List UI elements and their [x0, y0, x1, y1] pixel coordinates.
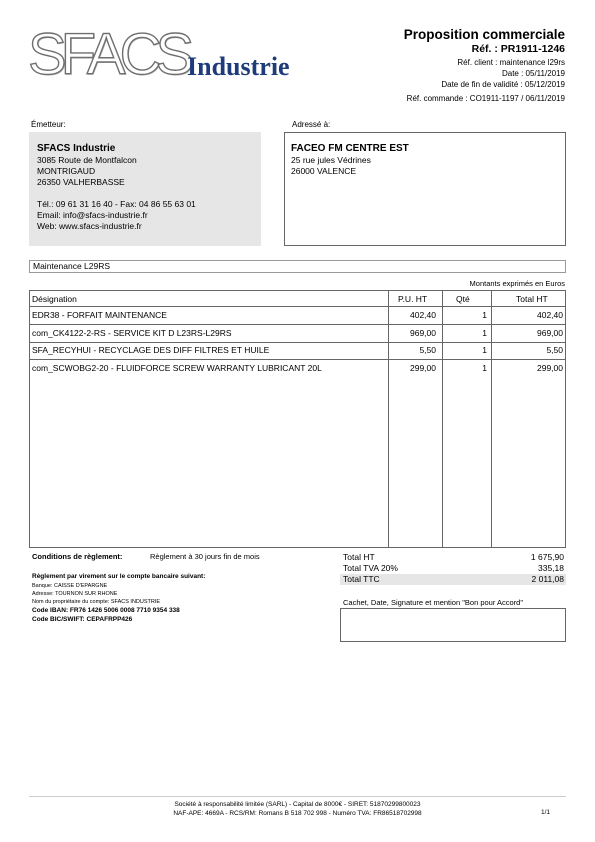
item-designation: com_SCWOBG2-20 - FLUIDFORCE SCREW WARRANTY LUBRICANT 20L: [32, 363, 322, 373]
page-number: 1/1: [540, 809, 550, 816]
document-reference: Réf. : PR1911-1246: [471, 43, 565, 55]
total-value: 335,18: [538, 563, 564, 573]
validity-date: Date de fin de validité : 05/12/2019: [441, 80, 565, 89]
row-divider: [30, 359, 565, 360]
item-designation: com_CK4122-2-RS - SERVICE KIT D L23RS-L29RS: [32, 328, 232, 338]
footer-legal-line: NAF-APE: 4669A - RCS/RM: Romans B 518 702 998 - Numéro TVA: FR86518702998: [173, 810, 422, 817]
payment-terms-value: Règlement à 30 jours fin de mois: [150, 552, 260, 561]
issuer-address-line: 26350 VALHERBASSE: [37, 177, 125, 187]
bank-name: Banque: CAISSE D'EPARGNE: [32, 583, 108, 589]
total-vat-row: [340, 563, 566, 574]
item-unit-price: 402,40: [410, 310, 436, 320]
total-value: 2 011,08: [531, 574, 564, 584]
footer-divider: [29, 796, 566, 797]
item-designation: EDR38 - FORFAIT MAINTENANCE: [32, 310, 167, 320]
item-quantity: 1: [482, 345, 487, 355]
row-divider: [30, 342, 565, 343]
item-quantity: 1: [482, 310, 487, 320]
item-unit-price: 299,00: [410, 363, 436, 373]
total-label: Total TVA 20%: [343, 563, 398, 573]
total-value: 1 675,90: [530, 552, 564, 562]
column-divider: [491, 291, 492, 547]
item-total: 5,50: [546, 345, 563, 355]
signature-label: Cachet, Date, Signature et mention "Bon pour Accord": [343, 598, 524, 607]
bank-iban: Code IBAN: FR76 1426 5006 0008 7710 9354 338: [32, 607, 180, 614]
object-field: Maintenance L29RS: [29, 260, 566, 273]
total-ht-row: [340, 552, 566, 563]
recipient-address-line: 26000 VALENCE: [291, 166, 357, 176]
issuer-phone: Tél.: 09 61 31 16 40 - Fax: 04 86 55 63 01: [37, 199, 196, 209]
column-header-unit-price: P.U. HT: [398, 294, 428, 304]
bank-address: Adresse: TOURNON SUR RHONE: [32, 591, 118, 597]
recipient-box: [284, 132, 566, 246]
company-logo: SFACS: [28, 22, 189, 87]
total-label: Total HT: [343, 552, 375, 562]
footer-legal-line: Société à responsabilité limitée (SARL) - Capital de 8000€ - SIRET: 51870299800023: [174, 801, 421, 808]
issuer-website: Web: www.sfacs-industrie.fr: [37, 221, 142, 231]
column-header-quantity: Qté: [456, 294, 470, 304]
column-divider: [442, 291, 443, 547]
item-designation: SFA_RECYHUI - RECYCLAGE DES DIFF FILTRES ET HUILE: [32, 345, 270, 355]
item-total: 969,00: [537, 328, 563, 338]
item-total: 299,00: [537, 363, 563, 373]
company-logo-subtitle: Industrie: [187, 52, 290, 81]
item-unit-price: 969,00: [410, 328, 436, 338]
order-reference: Réf. commande : CO1911-1197 / 06/11/2019: [406, 94, 565, 103]
signature-box: [340, 608, 566, 642]
row-divider: [30, 306, 565, 307]
client-reference: Réf. client : maintenance l29rs: [457, 58, 565, 67]
total-label: Total TTC: [343, 574, 380, 584]
column-header-total: Total HT: [516, 294, 548, 304]
document-date: Date : 05/11/2019: [501, 69, 565, 78]
row-divider: [30, 324, 565, 325]
recipient-label: Adressé à:: [292, 120, 331, 129]
recipient-address-line: 25 rue jules Védrines: [291, 155, 371, 165]
bank-transfer-title: Règlement par virement sur le compte bancaire suivant:: [32, 573, 206, 580]
issuer-address-line: MONTRIGAUD: [37, 166, 96, 176]
issuer-name: SFACS Industrie: [37, 143, 116, 154]
column-header-designation: Désignation: [32, 294, 77, 304]
items-table: [29, 290, 566, 548]
account-owner: Nom du propriétaire du compte: SFACS INDUSTRIE: [32, 599, 161, 605]
issuer-box: [29, 132, 261, 246]
currency-note: Montants exprimés en Euros: [469, 279, 565, 288]
total-ttc-row: [340, 574, 566, 585]
document-title: Proposition commerciale: [403, 27, 565, 42]
issuer-label: Émetteur:: [31, 120, 66, 129]
issuer-email: Email: info@sfacs-industrie.fr: [37, 210, 148, 220]
payment-terms-label: Conditions de règlement:: [32, 552, 123, 561]
recipient-name: FACEO FM CENTRE EST: [291, 143, 409, 154]
item-quantity: 1: [482, 363, 487, 373]
column-divider: [388, 291, 389, 547]
item-quantity: 1: [482, 328, 487, 338]
bank-bic: Code BIC/SWIFT: CEPAFRPP426: [32, 616, 133, 623]
item-unit-price: 5,50: [419, 345, 436, 355]
item-total: 402,40: [537, 310, 563, 320]
issuer-address-line: 3085 Route de Montfalcon: [37, 155, 137, 165]
